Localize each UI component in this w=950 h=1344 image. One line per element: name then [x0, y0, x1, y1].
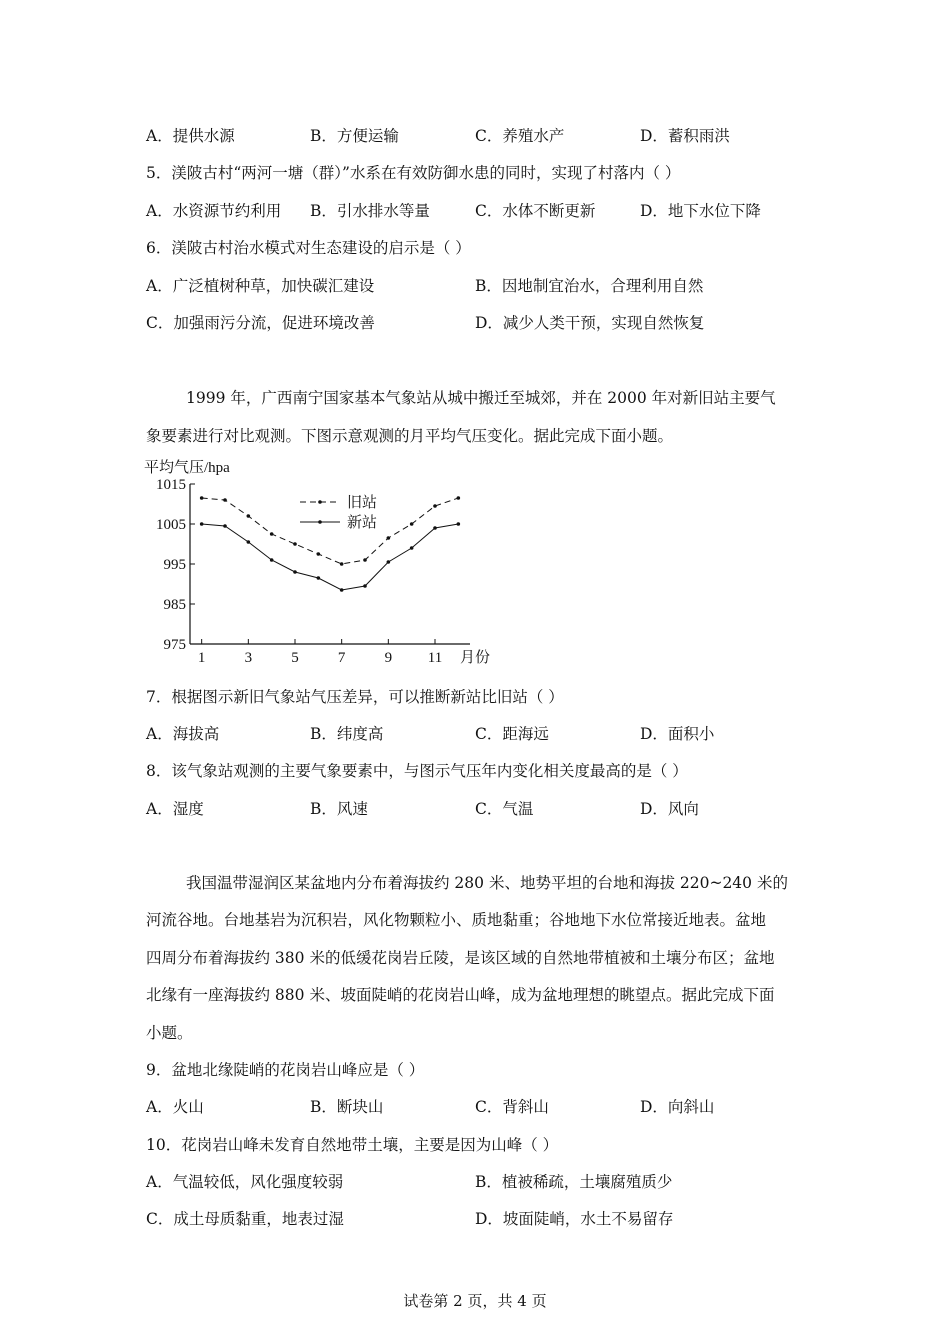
data-point [340, 562, 344, 566]
q10-option-a: A．气温较低，风化强度较弱 [146, 1173, 344, 1191]
q4-option-b: B．方便运输 [310, 127, 399, 145]
q10-stem: 10．花岗岩山峰未发育自然地带土壤，主要是因为山峰（ ） [146, 1136, 559, 1154]
y-tick-label: 1005 [156, 517, 186, 533]
series-line-new-station [202, 524, 459, 590]
data-point [270, 532, 274, 536]
data-point [223, 524, 227, 528]
chart-axes [190, 484, 470, 644]
q9-option-b: B．断块山 [310, 1098, 384, 1116]
data-point [200, 496, 204, 500]
data-point [433, 504, 437, 508]
q4-option-d: D．蓄积雨洪 [640, 127, 730, 145]
y-tick-label: 985 [163, 597, 186, 613]
data-point [247, 540, 251, 544]
passage1-line2: 象要素进行对比观测。下图示意观测的月平均气压变化。据此完成下面小题。 [146, 427, 674, 445]
q10-option-d: D．坡面陡峭，水土不易留存 [475, 1210, 674, 1228]
data-point [293, 570, 297, 574]
q5-option-b: B．引水排水等量 [310, 202, 430, 220]
q5-option-d: D．地下水位下降 [640, 202, 761, 220]
q7-option-a: A．海拔高 [146, 725, 220, 743]
q8-option-b: B．风速 [310, 800, 368, 818]
q9-stem: 9．盆地北缘陡峭的花岗岩山峰应是（ ） [146, 1061, 425, 1079]
data-point [247, 514, 251, 518]
q6-option-a: A．广泛植树种草，加快碳汇建设 [146, 277, 375, 295]
data-point [410, 522, 414, 526]
page-footer: 试卷第 2 页，共 4 页 [403, 1292, 547, 1310]
q5-option-a: A．水资源节约利用 [146, 202, 282, 220]
chart-x-ticks [198, 639, 442, 666]
q10-option-b: B．植被稀疏，土壤腐殖质少 [475, 1173, 673, 1191]
pressure-line-chart [140, 456, 520, 671]
y-tick-label: 1015 [156, 477, 186, 493]
q5-option-c: C．水体不断更新 [475, 202, 596, 220]
passage1-line1: 1999 年，广西南宁国家基本气象站从城中搬迁至城郊，并在 2000 年对新旧站主要气 [186, 389, 776, 407]
chart-series [200, 496, 460, 592]
y-tick-label: 995 [163, 557, 186, 573]
data-point [270, 558, 274, 562]
chart-legend [300, 494, 377, 531]
q8-option-d: D．风向 [640, 800, 699, 818]
q7-stem: 7．根据图示新旧气象站气压差异，可以推断新站比旧站（ ） [146, 688, 564, 706]
chart-y-ticks [156, 477, 195, 653]
q7-option-d: D．面积小 [640, 725, 715, 743]
data-point [363, 558, 367, 562]
x-tick-label: 11 [427, 650, 443, 666]
q9-option-c: C．背斜山 [475, 1098, 549, 1116]
legend-label: 新站 [347, 515, 378, 531]
q6-stem: 6．渼陂古村治水模式对生态建设的启示是（ ） [146, 239, 471, 257]
data-point [457, 496, 461, 500]
data-point [457, 522, 461, 526]
x-tick-label: 3 [244, 650, 253, 666]
passage2-line3: 四周分布着海拔约 380 米的低缓花岗岩丘陵，是该区域的自然地带植被和土壤分布区；盆地 [146, 949, 775, 967]
q5-stem: 5．渼陂古村“两河一塘（群）”水系在有效防御水患的同时，实现了村落内（ ） [146, 164, 681, 182]
passage2-line5: 小题。 [146, 1024, 193, 1042]
legend-marker [318, 520, 322, 524]
x-tick-label: 9 [384, 650, 393, 666]
data-point [223, 498, 227, 502]
x-tick-label: 5 [291, 650, 299, 666]
q9-option-d: D．向斜山 [640, 1098, 715, 1116]
q6-option-b: B．因地制宜治水，合理利用自然 [475, 277, 704, 295]
passage2-line4: 北缘有一座海拔约 880 米、坡面陡峭的花岗岩山峰，成为盆地理想的眺望点。据此完成下面 [146, 986, 775, 1004]
data-point [317, 576, 321, 580]
data-point [410, 546, 414, 550]
data-point [293, 542, 297, 546]
data-point [340, 588, 344, 592]
q7-option-b: B．纬度高 [310, 725, 384, 743]
q8-option-c: C．气温 [475, 800, 534, 818]
q7-option-c: C．距海远 [475, 725, 549, 743]
q9-option-a: A．火山 [146, 1098, 204, 1116]
data-point [363, 584, 367, 588]
data-point [317, 552, 321, 556]
data-point [387, 536, 391, 540]
x-tick-label: 7 [337, 650, 346, 666]
y-tick-label: 975 [163, 637, 186, 653]
q6-option-c: C．加强雨污分流，促进环境改善 [146, 314, 375, 332]
data-point [387, 560, 391, 564]
chart-xlabel: 月份 [460, 650, 491, 666]
q10-option-c: C．成土母质黏重，地表过湿 [146, 1210, 344, 1228]
x-tick-label: 1 [197, 650, 206, 666]
legend-marker [318, 500, 322, 504]
q8-option-a: A．湿度 [146, 800, 204, 818]
data-point [433, 526, 437, 530]
q4-option-a: A．提供水源 [146, 127, 235, 145]
series-line-old-station [202, 498, 459, 564]
q6-option-d: D．减少人类干预，实现自然恢复 [475, 314, 705, 332]
passage2-line1: 我国温带湿润区某盆地内分布着海拔约 280 米、地势平坦的台地和海拔 220~240 米的 [186, 874, 788, 892]
chart-ylabel: 平均气压/hpa [144, 460, 230, 476]
q8-stem: 8．该气象站观测的主要气象要素中，与图示气压年内变化相关度最高的是（ ） [146, 762, 688, 780]
q4-option-c: C．养殖水产 [475, 127, 565, 145]
passage2-line2: 河流谷地。台地基岩为沉积岩，风化物颗粒小、质地黏重；谷地地下水位常接近地表。盆地 [146, 911, 767, 929]
data-point [200, 522, 204, 526]
legend-label: 旧站 [347, 495, 378, 511]
